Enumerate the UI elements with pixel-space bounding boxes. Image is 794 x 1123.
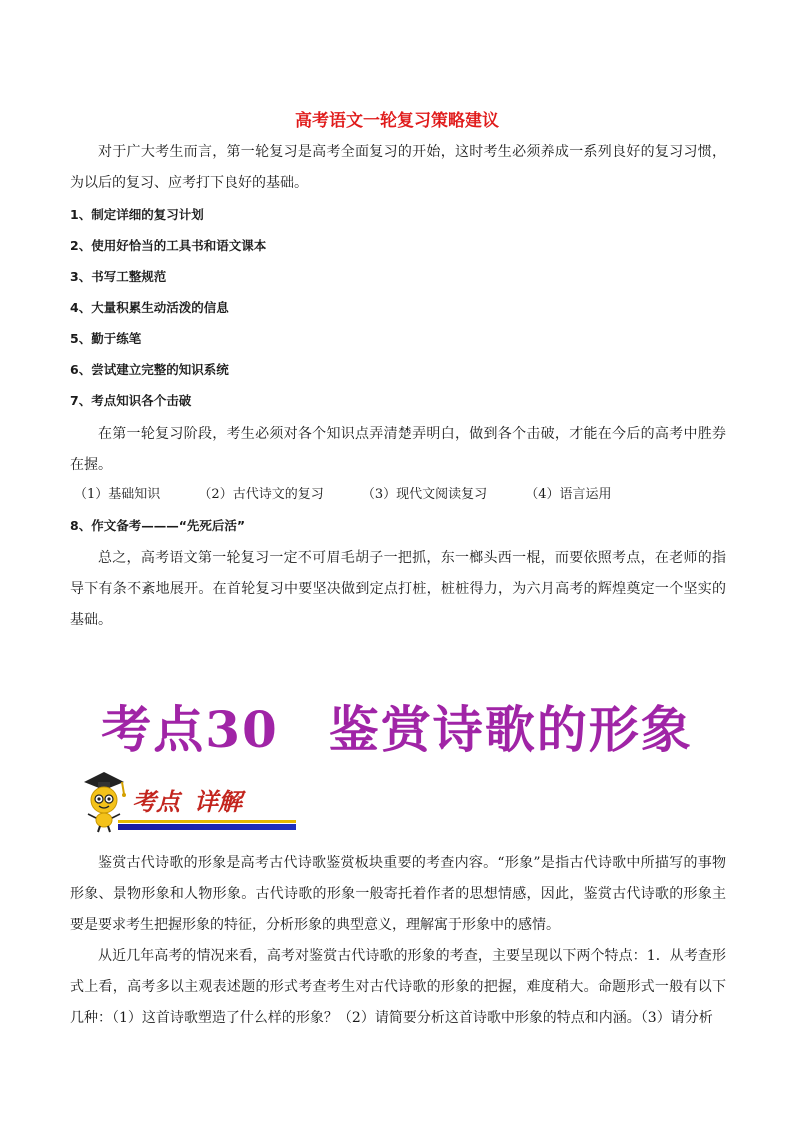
intro-paragraph: 对于广大考生而言，第一轮复习是高考全面复习的开始，这时考生必须养成一系列良好的复习习惯，为以后的复习、应考打下良好的基础。	[70, 144, 726, 191]
list-item-3: 3、书写工整规范	[70, 269, 167, 284]
list-item-8: 8、作文备考———“先死后活”	[70, 518, 246, 533]
subtopic-3: （3）现代文阅读复习	[361, 487, 488, 502]
list-item-7: 7、考点知识各个击破	[70, 393, 192, 408]
page-title: 高考语文一轮复习策略建议	[295, 111, 499, 131]
item7-paragraph: 在第一轮复习阶段，考生必须对各个知识点弄清楚弄明白，做到各个击破，才能在今后的高考中胜券在握。	[70, 426, 726, 473]
list-item-5: 5、勤于练笔	[70, 331, 142, 346]
subtopic-4: （4）语言运用	[525, 487, 612, 502]
section-name: 鉴赏诗歌的形象	[328, 700, 693, 759]
subtopics-row	[74, 485, 726, 505]
banner-word-2: 详解	[194, 787, 242, 816]
body-paragraph-2: 从近几年高考的情况来看，高考对鉴赏古代诗歌的形象的考查，主要呈现以下两个特点：1．从考查形式上看，高考多以主观表述题的形式考查考生对古代诗歌的形象的把握，难度稍大。命题形式一般有以下几种：（1）这首诗歌塑造了什么样的形象？（2）请简要分析这首诗歌中形象的特点和内涵。（3）请分析	[70, 948, 726, 1026]
banner-word-1: 考点	[132, 787, 180, 816]
section-banner	[78, 768, 298, 834]
section-title	[0, 690, 794, 762]
banner-underline	[118, 824, 296, 830]
banner-label	[132, 782, 242, 817]
section-code: 考点30	[101, 700, 279, 759]
list-item-2: 2、使用好恰当的工具书和语文课本	[70, 238, 267, 253]
subtopic-1: （1）基础知识	[74, 487, 161, 502]
list-item-1: 1、制定详细的复习计划	[70, 207, 204, 222]
list-item-4: 4、大量积累生动活泼的信息	[70, 300, 229, 315]
body-paragraph-1: 鉴赏古代诗歌的形象是高考古代诗歌鉴赏板块重要的考查内容。“形象”是指古代诗歌中所描写的事物形象、景物形象和人物形象。古代诗歌的形象一般寄托着作者的思想情感，因此，鉴赏古代诗歌的形象主要是要求考生把握形象的特征，分析形象的典型意义，理解寓于形象中的感情。	[70, 855, 726, 933]
conclusion-paragraph: 总之，高考语文第一轮复习一定不可眉毛胡子一把抓，东一榔头西一棍，而要依照考点，在老师的指导下有条不紊地展开。在首轮复习中要坚决做到定点打桩，桩桩得力，为六月高考的辉煌奠定一个坚实的基础。	[70, 550, 726, 628]
banner-underline-accent	[118, 820, 296, 823]
list-item-6: 6、尝试建立完整的知识系统	[70, 362, 229, 377]
subtopic-2: （2）古代诗文的复习	[198, 487, 324, 502]
